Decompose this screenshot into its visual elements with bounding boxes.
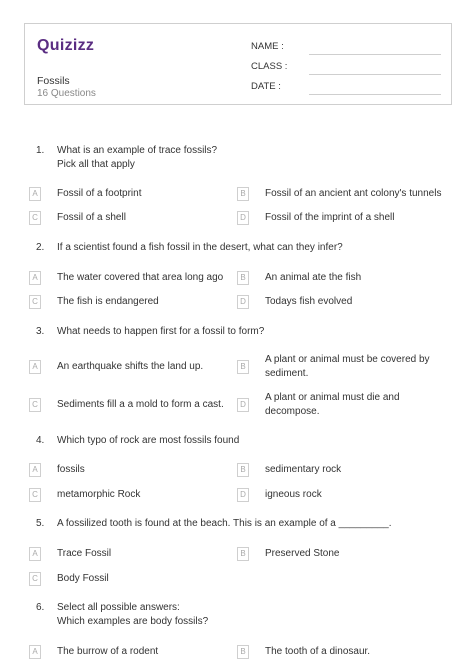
option-text[interactable]: A plant or animal must die and [265, 392, 400, 403]
option-letter-box[interactable]: D [237, 211, 249, 225]
option-letter-box[interactable]: B [237, 645, 249, 659]
question-text: What is an example of trace fossils? [57, 145, 218, 156]
worksheet-title: Fossils [37, 75, 70, 87]
option-text[interactable]: The water covered that area long ago [57, 272, 224, 283]
worksheet-header [24, 23, 452, 105]
option-text[interactable]: Fossil of an ancient ant colony's tunnels [265, 188, 442, 199]
option-letter-box[interactable]: A [29, 645, 41, 659]
option-letter-box[interactable]: A [29, 187, 41, 201]
quizizz-logo: Quizizz [37, 37, 95, 54]
option-letter-box[interactable]: C [29, 572, 41, 586]
option-letter-box[interactable]: B [237, 271, 249, 285]
question-number: 2. [36, 242, 45, 253]
option-text-continued[interactable]: decompose. [265, 406, 320, 417]
option-text[interactable]: Fossil of the imprint of a shell [265, 212, 395, 223]
option-letter-box[interactable]: C [29, 211, 41, 225]
option-letter-box[interactable]: A [29, 463, 41, 477]
class-line [309, 74, 441, 75]
option-text[interactable]: Fossil of a shell [57, 212, 126, 223]
question-count: 16 Questions [37, 88, 96, 99]
question-number: 4. [36, 435, 45, 446]
question-subtext: Which examples are body fossils? [57, 616, 209, 627]
option-letter-box[interactable]: B [237, 187, 249, 201]
option-letter-box[interactable]: A [29, 360, 41, 374]
class-field[interactable] [251, 61, 441, 75]
question-text: If a scientist found a fish fossil in the desert, what can they infer? [57, 242, 343, 253]
option-letter-box[interactable]: B [237, 360, 249, 374]
name-line [309, 54, 441, 55]
option-text[interactable]: Fossil of a footprint [57, 188, 142, 199]
question-number: 3. [36, 326, 45, 337]
option-text[interactable]: sedimentary rock [265, 464, 342, 475]
option-text[interactable]: The tooth of a dinosaur. [265, 646, 371, 657]
option-text[interactable]: igneous rock [265, 489, 322, 500]
option-text[interactable]: An earthquake shifts the land up. [57, 361, 204, 372]
option-text[interactable]: Trace Fossil [57, 548, 112, 559]
question-text: A fossilized tooth is found at the beach. This is an example of a _________. [57, 518, 392, 529]
name-field[interactable] [251, 41, 441, 55]
option-text[interactable]: Preserved Stone [265, 548, 340, 559]
question-text: Select all possible answers: [57, 602, 180, 613]
option-text-continued[interactable]: sediment. [265, 368, 309, 379]
question-number: 1. [36, 145, 45, 156]
option-letter-box[interactable]: C [29, 295, 41, 309]
date-line [309, 94, 441, 95]
option-text[interactable]: fossils [57, 464, 85, 475]
question-text: Which typo of rock are most fossils found [57, 435, 240, 446]
option-letter-box[interactable]: A [29, 547, 41, 561]
option-text[interactable]: metamorphic Rock [57, 489, 141, 500]
option-letter-box[interactable]: D [237, 488, 249, 502]
option-letter-box[interactable]: C [29, 398, 41, 412]
option-letter-box[interactable]: A [29, 271, 41, 285]
option-text[interactable]: Body Fossil [57, 573, 109, 584]
question-number: 5. [36, 518, 45, 529]
question-subtext: Pick all that apply [57, 159, 135, 170]
question-number: 6. [36, 602, 45, 613]
option-text[interactable]: An animal ate the fish [265, 272, 362, 283]
date-field[interactable] [251, 81, 441, 95]
name-label: NAME : [251, 41, 284, 52]
option-letter-box[interactable]: C [29, 488, 41, 502]
option-text[interactable]: The burrow of a rodent [57, 646, 159, 657]
option-letter-box[interactable]: B [237, 547, 249, 561]
option-letter-box[interactable]: D [237, 398, 249, 412]
option-text[interactable]: A plant or animal must be covered by [265, 354, 430, 365]
option-text[interactable]: Todays fish evolved [265, 296, 353, 307]
option-letter-box[interactable]: B [237, 463, 249, 477]
class-label: CLASS : [251, 61, 288, 72]
date-label: DATE : [251, 81, 281, 92]
option-letter-box[interactable]: D [237, 295, 249, 309]
option-text[interactable]: The fish is endangered [57, 296, 159, 307]
question-text: What needs to happen first for a fossil to form? [57, 326, 265, 337]
option-text[interactable]: Sediments fill a a mold to form a cast. [57, 399, 224, 410]
